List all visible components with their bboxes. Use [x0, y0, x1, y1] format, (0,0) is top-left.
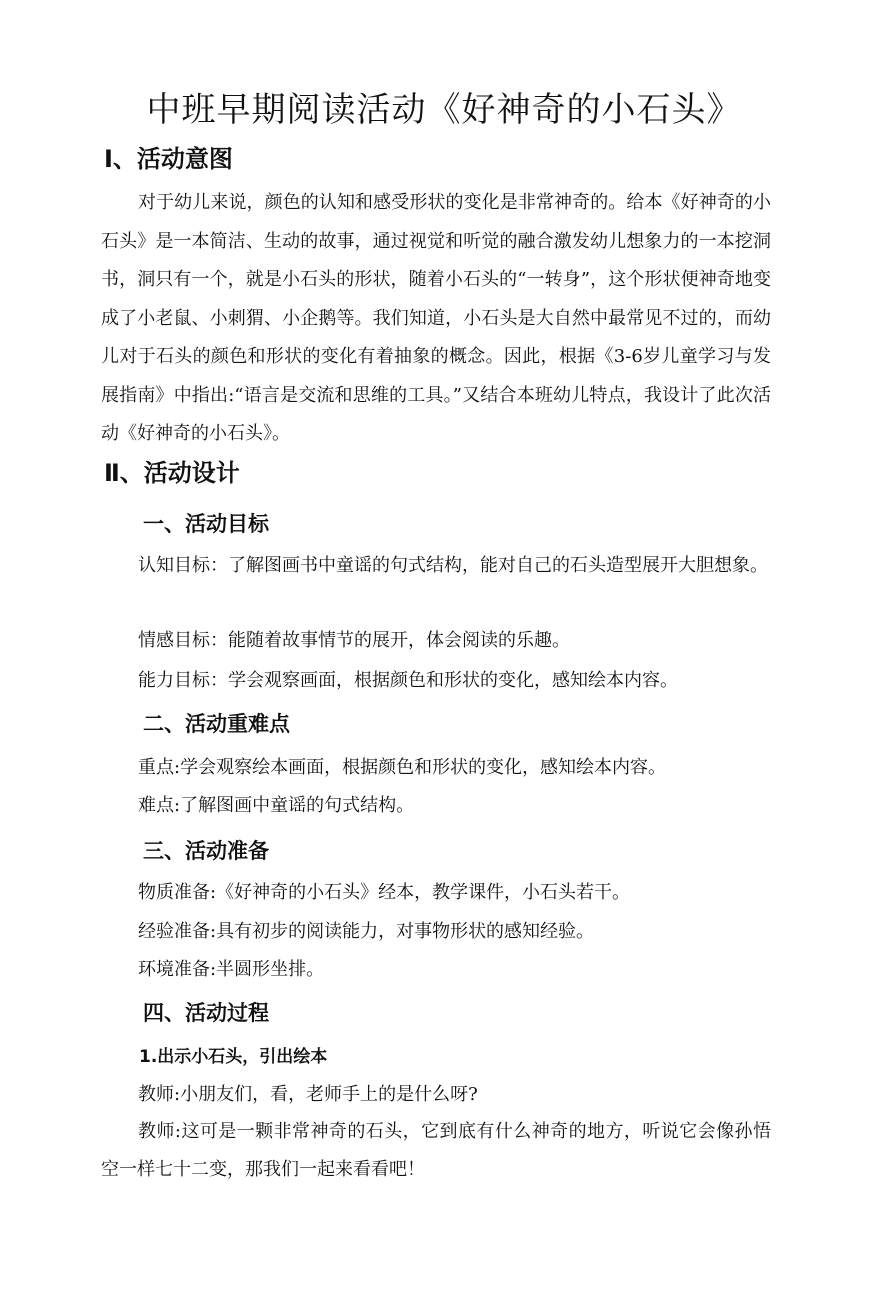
- subheading-keypoints: 二、活动重难点: [143, 712, 290, 736]
- goal-ability: 能力目标：学会观察画面，根据颜色和形状的变化，感知绘本内容。: [138, 670, 678, 691]
- keypoint-difficulty: 难点:了解图画中童谣的句式结构。: [138, 795, 415, 816]
- section-heading-design: Ⅱ、活动设计: [104, 459, 240, 487]
- process-step1-heading: 1.出示小石头，引出绘本: [139, 1047, 328, 1067]
- prep-environment: 环境准备:半圆形坐排。: [138, 959, 325, 980]
- subheading-goals: 一、活动目标: [143, 512, 269, 536]
- process-teacher-line-1: 教师:小朋友们，看，老师手上的是什么呀?: [138, 1084, 478, 1105]
- intent-paragraph: 对于幼儿来说，颜色的认知和感受形状的变化是非常神奇的。给本《好神奇的小石头》是一本简洁、生动的故事，通过视觉和听觉的融合激发幼儿想象力的一本挖洞书，洞只有一个，就是小石头的形状，随着小石头的“一转身”，这个形状便神奇地变成了小老鼠、小刺猬、小企鹅等。我们知道，小石头是大自然中最常见不过的，而幼儿对于石头的颜色和形状的变化有着抽象的概念。因此，根据《3-6岁儿童学习与发展指南》中指出:“语言是交流和思维的工具。”又结合本班幼儿特点，我设计了此次活动《好神奇的小石头》。: [101, 192, 771, 444]
- keypoint-key: 重点:学会观察绘本画面，根据颜色和形状的变化，感知绘本内容。: [138, 757, 667, 778]
- prep-material: 物质准备:《好神奇的小石头》经本，教学课件，小石头若干。: [138, 882, 631, 903]
- subheading-preparation: 三、活动准备: [143, 839, 269, 863]
- subheading-process: 四、活动过程: [143, 1001, 269, 1025]
- goal-emotional: 情感目标：能随着故事情节的展开，体会阅读的乐趣。: [138, 630, 570, 651]
- section-heading-intent: Ⅰ、活动意图: [104, 145, 233, 173]
- prep-experience: 经验准备:具有初步的阅读能力，对事物形状的感知经验。: [138, 921, 595, 942]
- process-teacher-line-2: 教师:这可是一颗非常神奇的石头，它到底有什么神奇的地方，听说它会像孙悟空一样七十二变，那我们一起来看看吧！: [101, 1121, 771, 1180]
- document-title: 中班早期阅读活动《好神奇的小石头》: [146, 90, 742, 130]
- goal-cognitive: 认知目标：了解图画书中童谣的句式结构，能对自己的石头造型展开大胆想象。: [138, 555, 768, 576]
